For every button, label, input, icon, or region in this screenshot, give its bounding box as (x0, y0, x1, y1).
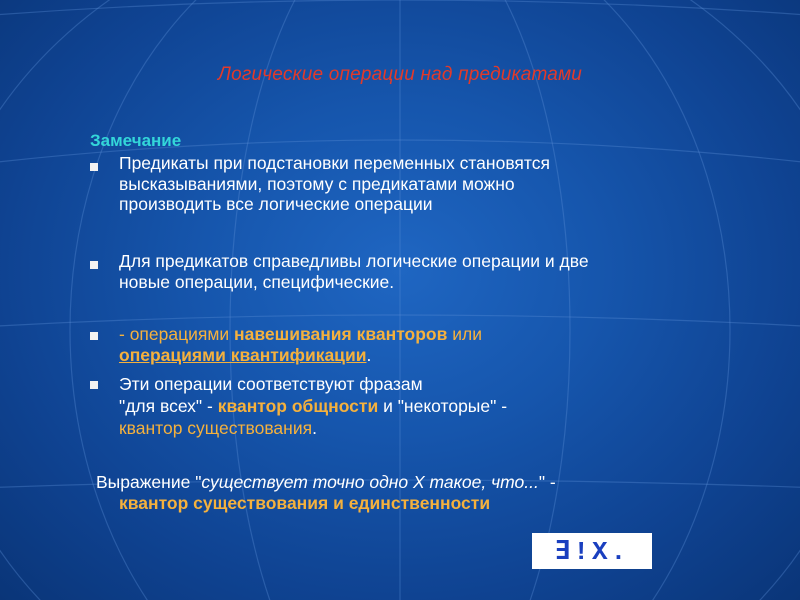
para4-some: и "некоторые" - (378, 396, 508, 416)
para4-for-all: "для всех" - (119, 396, 218, 416)
para3-middle: или (447, 324, 482, 344)
slide-title: Логические операции над предикатами (217, 64, 583, 85)
term-universal-quantifier: квантор общности (217, 396, 379, 416)
para1-line2: высказываниями, поэтому с предикатами можно (119, 173, 515, 194)
bullet-2 (90, 261, 98, 269)
term-unique-existence-quantifier: квантор существования и единственности (119, 493, 491, 513)
formula-unique-existence: ∃!X. (532, 533, 652, 569)
remark-heading: Замечание (90, 131, 182, 150)
final-phrase: существует точно одно X такое, что... (201, 472, 539, 492)
bullet-4 (90, 381, 98, 389)
para4-line1: Эти операции соответствуют фразам (119, 374, 423, 394)
paragraph-quantifier-ops (119, 324, 789, 365)
para2-line1: Для предикатов справедливы логические операции и две (119, 251, 589, 271)
paragraph-phrases (119, 373, 789, 439)
bullet-1 (90, 163, 98, 171)
para3-prefix: - операциями (119, 324, 235, 344)
paragraph-unique-existence (96, 472, 786, 514)
term-existential-quantifier: квантор существования (119, 418, 313, 438)
para1-line3: производить все логические операции (119, 194, 433, 214)
bullet-3 (90, 332, 98, 340)
para4-dot: . (312, 418, 317, 438)
final-suffix: " - (538, 472, 556, 492)
final-prefix: Выражение " (96, 472, 202, 492)
term-quantifier-binding: навешивания кванторов (234, 324, 448, 344)
para3-suffix: . (366, 344, 372, 365)
paragraph-predicates (119, 153, 789, 215)
para1-line1: Предикаты при подстановки переменных становятся (119, 153, 550, 173)
para2-line2: новые операции, специфические. (119, 271, 395, 292)
paragraph-operations (119, 251, 789, 292)
term-quantification: операциями квантификации (119, 344, 367, 365)
